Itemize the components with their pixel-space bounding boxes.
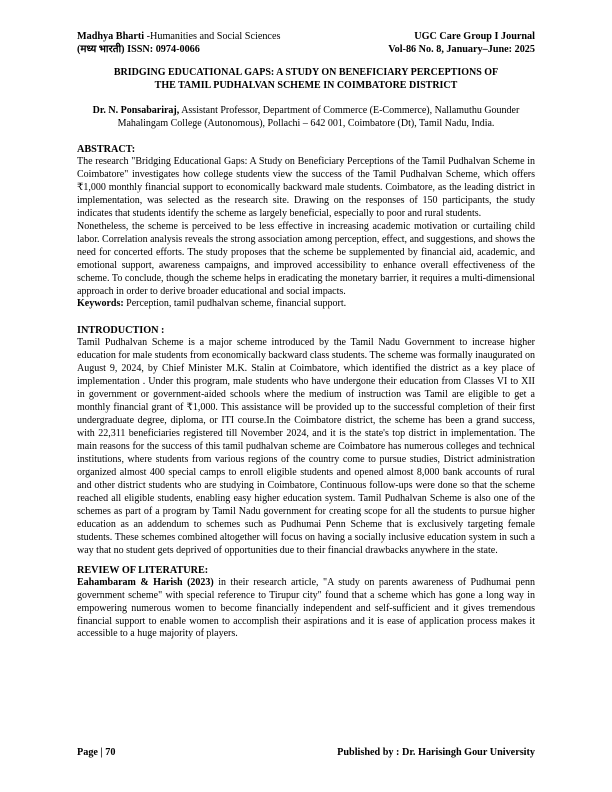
paper-title-line-1: BRIDGING EDUCATIONAL GAPS: A STUDY ON BENEFICIARY PERCEPTIONS OF [113,67,499,78]
ugc-label: UGC Care Group I Journal [414,31,535,42]
review-paragraph [77,577,535,642]
abstract-paragraph-2: Nonetheless, the scheme is perceived to be less effective in increasing academic motivation or curtailing child labor. Correlation analysis reveals the strong association among perception, effect, and suggestions, and shows the need for concerted efforts. The study proposes that the scheme be supplemented by financial aid, academic, and emotional support, awareness campaigns, and improved accessibility to enhance overall effectiveness of the scheme. To conclude, though the scheme helps in eradicating the monetary barrier, it requires a multi-dimensional approach in order to derive broader educational and social impacts. [77,220,535,297]
journal-volume: Vol-86 No. 8, January–June: 2025 [388,44,535,55]
keywords-list: Perception, tamil pudhalvan scheme, financial support. [123,298,347,310]
running-header-row-1 [77,30,535,43]
journal-name: Madhya Bharti [77,31,145,42]
abstract-paragraph-1: The research "Bridging Educational Gaps: A Study on Beneficiary Perceptions of the Tamil Pudhalvan Scheme in Coimbatore" investigates how college students view the success of the Tamil Pudhalvan Scheme, which offers ₹1,000 monthly financial support to economically backward male students. Coimbatore, as the leading district in implementation, was selected as the research site. Drawing on the responses of 150 participants, the study indicates that students identify the scheme as largely beneficial, especially to poor and rural students. [77,156,535,219]
review-heading: REVIEW OF LITERATURE: [77,564,209,576]
journal-issn: (मध्य भारती) ISSN: 0974-0066 [77,44,200,55]
journal-title [77,30,280,43]
keywords-label: Keywords: [77,298,124,310]
author-name: Dr. N. Ponsabariraj, [92,105,180,116]
review-citation: Eahambaram & Harish (2023) [77,576,214,588]
abstract-heading: ABSTRACT: [77,144,136,155]
paper-title [77,66,535,92]
journal-subtitle: -Humanities and Social Sciences [144,31,281,42]
page-footer [77,746,535,759]
author-block [77,104,535,130]
paper-page [77,30,535,641]
review-text: in their research article, "A study on parents awareness of Pudhumai penn government scheme" with special reference to Tirupur city" found that a scheme which has gone a long way in empowering numerous women to become financially independent and self-sufficient and it gives tremendous financial support to enable women to accomplish their aspirations and it is ease of application process makes it accessible to a huge majority of players. [77,576,535,640]
publisher: Published by : Dr. Harisingh Gour University [337,747,535,758]
page-number: Page | 70 [77,747,116,758]
author-affiliation: Assistant Professor, Department of Commerce (E-Commerce), Nallamuthu Gounder Mahalingam College (Autonomous), Pollachi – 642 001, Coimbatore (Dt), Tamil Nadu, India. [117,105,520,129]
keywords [77,298,535,311]
introduction-heading: INTRODUCTION : [77,325,165,337]
paper-title-line-2: THE TAMIL PUDHALVAN SCHEME IN COIMBATORE DISTRICT [154,80,458,91]
running-header-row-2 [77,43,535,56]
introduction-paragraph: Tamil Pudhalvan Scheme is a major scheme introduced by the Tamil Nadu Government to increase higher education for male students from economically backward class students. The scheme was formally inaugurated on August 9, 2024, by Chief Minister M.K. Stalin at Coimbatore, which identified the district as a key place of implementation . Under this program, male students who have undergone their education from Classes VI to XII in government or government-aided schools where the medium of instruction was Tamil are eligible to get a monthly financial grant of ₹1,000. This assistance will be provided up to the successful completion of their first undergraduate degree, diploma, or ITI course.In the Coimbatore district, the scheme has been a grand success, with 22,311 beneficiaries registered till November 2024, and it is the state's top district in implementation. The main reasons for the success of this tamil pudhalvan scheme are Coimbatore has numerous colleges and technical institutions, where students from various regions of the country come to pursue studies, District administration organized almost 400 special camps to enroll eligible students and opened almost 8,000 bank accounts of rural and other district students who are studying in Coimbatore, Continuous follow-ups were done so that the scheme reached all eligible students, enabling easy higher education system. Tamil Pudhalvan Scheme is also one of the schemes as part of a program by Tamil Nadu government for creating scope for all the students to pursue higher education as an addendum to schemes such as Pudhumai Penn Scheme that is exclusively targeting female students. These schemes combined altogether will focus on having a socially inclusive education system in such a way that no student gets deprived of opportunities due to their financial drawbacks anywhere in the state. [77,337,535,556]
